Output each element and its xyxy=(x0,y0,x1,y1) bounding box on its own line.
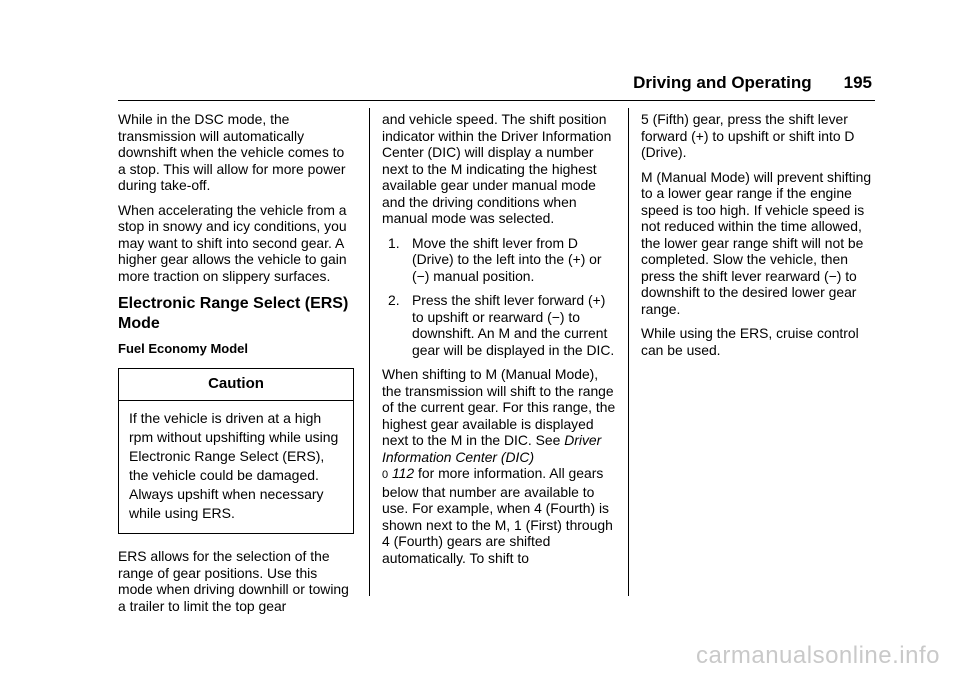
paragraph: ERS allows for the selection of the range of gear positions. Use this mode when driving downhill or towing a trailer to limit the top gear xyxy=(118,548,349,614)
paragraph: While in the DSC mode, the transmission will automatically downshift when the vehicle comes to a stop. This will allow for more power during take-off. xyxy=(118,111,346,193)
step-number: 2. xyxy=(388,292,400,308)
column-3 xyxy=(641,111,877,366)
text-run: for more information. All gears below that number are available to use. For example, when 4 (Fourth) is shown next to the M, 1 (First) through 4 (Fourth) gears are shifted automatically. To shift to xyxy=(382,465,613,566)
page-ref-icon: 0 xyxy=(382,469,389,481)
paragraph: When accelerating the vehicle from a stop in snowy and icy conditions, you may want to shift into second gear. A higher gear allows the vehicle to gain more traction on slippery surfaces. xyxy=(118,201,347,284)
step-text: Press the shift lever forward (+) to upshift or rearward (−) to downshift. An M and the current gear will be displayed in the DIC. xyxy=(412,292,615,358)
header-rule xyxy=(118,100,875,101)
paragraph: While using the ERS, cruise control can be used. xyxy=(641,325,859,358)
paragraph: 5 (Fifth) gear, press the shift lever forward (+) to upshift or shift into D (Drive). xyxy=(641,111,855,160)
caution-divider xyxy=(119,400,353,401)
page-number: 195 xyxy=(843,73,872,92)
column-2 xyxy=(382,111,618,574)
paragraph xyxy=(382,366,618,566)
text-run: When shifting to M (Manual Mode), the transmission will shift to the range of the current gear. For this range, the highest gear available is displayed next to the M in the DIC. See xyxy=(382,366,616,448)
section-title: Driving and Operating xyxy=(633,73,812,92)
cross-reference-link[interactable]: Driver Information Center (DIC) xyxy=(382,432,602,465)
step-number: 1. xyxy=(388,234,400,251)
paragraph: M (Manual Mode) will prevent shifting to a lower gear range if the engine speed is too high. If vehicle speed is not reduced within the time allowed, the lower gear range shift will not be completed. Slow the vehicle, then press the shift lever rearward (−) to downshift to the desired lower gear range. xyxy=(641,168,872,317)
watermark: carmanualsonline.info xyxy=(696,642,940,669)
section-heading: Electronic Range Select (ERS) Mode xyxy=(118,295,349,332)
caution-text: If the vehicle is driven at a high rpm without upshifting while using Electronic Range Select (ERS), the vehicle could be damaged. Always upshift when necessary while using ERS. xyxy=(129,410,339,521)
column-divider xyxy=(628,108,629,596)
column-divider xyxy=(369,108,370,596)
page-header xyxy=(633,73,872,93)
subheading: Fuel Economy Model xyxy=(118,341,249,356)
column-1 xyxy=(118,111,354,622)
list-item xyxy=(382,235,618,285)
page-reference[interactable]: 112 xyxy=(391,465,415,481)
step-text: Move the shift lever from D (Drive) to the left into the (+) or (−) manual position. xyxy=(412,234,602,284)
caution-title: Caution xyxy=(208,374,264,392)
caution-box xyxy=(118,368,354,535)
paragraph: and vehicle speed. The shift position indicator within the Driver Information Center (DIC) will display a number next to the M indicating the highest available gear under manual mode and the driving conditions when manual mode was selected. xyxy=(382,111,612,226)
list-item xyxy=(382,292,618,358)
steps-list xyxy=(382,235,618,359)
